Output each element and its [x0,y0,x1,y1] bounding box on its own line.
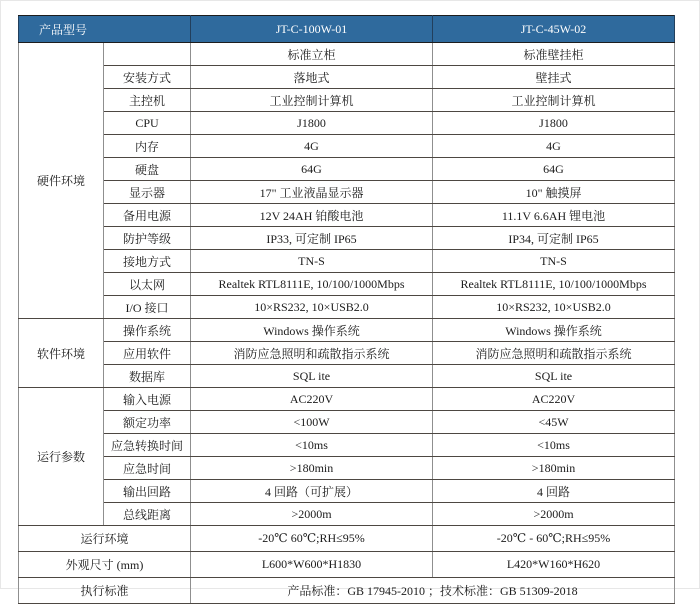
model-2-value-cell: <10ms [433,434,675,457]
spec-row [19,204,675,227]
model-1-value-cell: J1800 [191,112,433,135]
model-1-value-cell: 工业控制计算机 [191,89,433,112]
model-2-value-cell: -20℃ - 60℃;RH≤95% [433,526,675,552]
spec-row [19,319,675,342]
model-2-value-cell: >2000m [433,503,675,526]
model-1-value-cell: SQL ite [191,365,433,388]
model-1-value-cell: 4 回路（可扩展） [191,480,433,503]
model-1-value-cell: <100W [191,411,433,434]
model-2-value-cell: 壁挂式 [433,66,675,89]
model-2-value-cell: >180min [433,457,675,480]
spec-row [19,250,675,273]
spec-row [19,135,675,158]
spec-row [19,43,675,66]
model-2-value-cell: 消防应急照明和疏散指示系统 [433,342,675,365]
spec-row [19,89,675,112]
spec-row [19,112,675,135]
spec-row [19,411,675,434]
model-2-value-cell: IP34, 可定制 IP65 [433,227,675,250]
model-2-value-cell: TN-S [433,250,675,273]
model-2-value-cell: Windows 操作系统 [433,319,675,342]
attribute-label-cell: 应急时间 [104,457,191,480]
model-2-value-cell: J1800 [433,112,675,135]
model-2-value-cell: 10" 触摸屏 [433,181,675,204]
model-1-value-cell: 17" 工业液晶显示器 [191,181,433,204]
spec-row [19,480,675,503]
model-1-value-cell: 落地式 [191,66,433,89]
model-1-value-cell: 64G [191,158,433,181]
model-1-value-cell: Windows 操作系统 [191,319,433,342]
attribute-label-cell: 硬盘 [104,158,191,181]
attribute-label-cell: 接地方式 [104,250,191,273]
model-1-value-cell: TN-S [191,250,433,273]
attribute-label-cell: 数据库 [104,365,191,388]
attribute-label-cell: 输出回路 [104,480,191,503]
attribute-label-cell: CPU [104,112,191,135]
header-product-model-label: 产品型号 [19,16,191,43]
model-1-value-cell: 消防应急照明和疏散指示系统 [191,342,433,365]
model-1-value-cell: 10×RS232, 10×USB2.0 [191,296,433,319]
attribute-label-cell: 安装方式 [104,66,191,89]
spec-row [19,296,675,319]
spec-row [19,457,675,480]
attribute-label-cell: 主控机 [104,89,191,112]
model-2-value-cell: L420*W160*H620 [433,552,675,578]
section-label-hardware: 硬件环境 [19,43,104,319]
model-1-value-cell: -20℃ 60℃;RH≤95% [191,526,433,552]
model-1-value-cell: 12V 24AH 铂酸电池 [191,204,433,227]
spec-row [19,66,675,89]
attribute-label-cell: 操作系统 [104,319,191,342]
model-1-value-cell: Realtek RTL8111E, 10/100/1000Mbps [191,273,433,296]
spec-row [19,388,675,411]
model-2-value-cell: 标准壁挂柜 [433,43,675,66]
section-label-runtime-parameters: 运行参数 [19,388,104,526]
attribute-label-cell: 输入电源 [104,388,191,411]
model-1-value-cell: AC220V [191,388,433,411]
footer-row-dimensions [19,552,675,578]
attribute-label-cell: 总线距离 [104,503,191,526]
model-2-value-cell: 64G [433,158,675,181]
model-2-value-cell: 4G [433,135,675,158]
footer-label-dimensions: 外观尺寸 (mm) [19,552,191,578]
model-2-value-cell: AC220V [433,388,675,411]
model-2-value-cell: <45W [433,411,675,434]
model-2-value-cell: 10×RS232, 10×USB2.0 [433,296,675,319]
spec-row [19,181,675,204]
section-label-software: 软件环境 [19,319,104,388]
model-2-value-cell: 工业控制计算机 [433,89,675,112]
attribute-label-cell: 防护等级 [104,227,191,250]
spec-row [19,158,675,181]
footer-label-standards: 执行标准 [19,578,191,604]
spec-row [19,227,675,250]
attribute-label-cell [104,43,191,66]
attribute-label-cell: 应用软件 [104,342,191,365]
model-2-value-cell: 4 回路 [433,480,675,503]
attribute-label-cell: 应急转换时间 [104,434,191,457]
header-row [19,16,675,43]
footer-row-operating-environment [19,526,675,552]
product-spec-table [18,15,675,604]
spec-row [19,503,675,526]
model-2-value-cell: 11.1V 6.6AH 锂电池 [433,204,675,227]
spec-table-body [19,43,675,604]
spec-row [19,273,675,296]
footer-span-value-cell: 产品标准：GB 17945-2010 ；技术标准：GB 51309-2018 [191,578,675,604]
spec-row [19,365,675,388]
attribute-label-cell: 以太网 [104,273,191,296]
model-2-value-cell: Realtek RTL8111E, 10/100/1000Mbps [433,273,675,296]
header-model-2: JT-C-45W-02 [433,16,675,43]
attribute-label-cell: 内存 [104,135,191,158]
attribute-label-cell: I/O 接口 [104,296,191,319]
model-1-value-cell: IP33, 可定制 IP65 [191,227,433,250]
header-model-1: JT-C-100W-01 [191,16,433,43]
model-1-value-cell: L600*W600*H1830 [191,552,433,578]
attribute-label-cell: 显示器 [104,181,191,204]
model-1-value-cell: 4G [191,135,433,158]
footer-label-operating-environment: 运行环境 [19,526,191,552]
model-1-value-cell: 标准立柜 [191,43,433,66]
attribute-label-cell: 额定功率 [104,411,191,434]
model-2-value-cell: SQL ite [433,365,675,388]
model-1-value-cell: >2000m [191,503,433,526]
spec-row [19,434,675,457]
model-1-value-cell: <10ms [191,434,433,457]
spec-row [19,342,675,365]
footer-row-standards [19,578,675,604]
attribute-label-cell: 备用电源 [104,204,191,227]
model-1-value-cell: >180min [191,457,433,480]
